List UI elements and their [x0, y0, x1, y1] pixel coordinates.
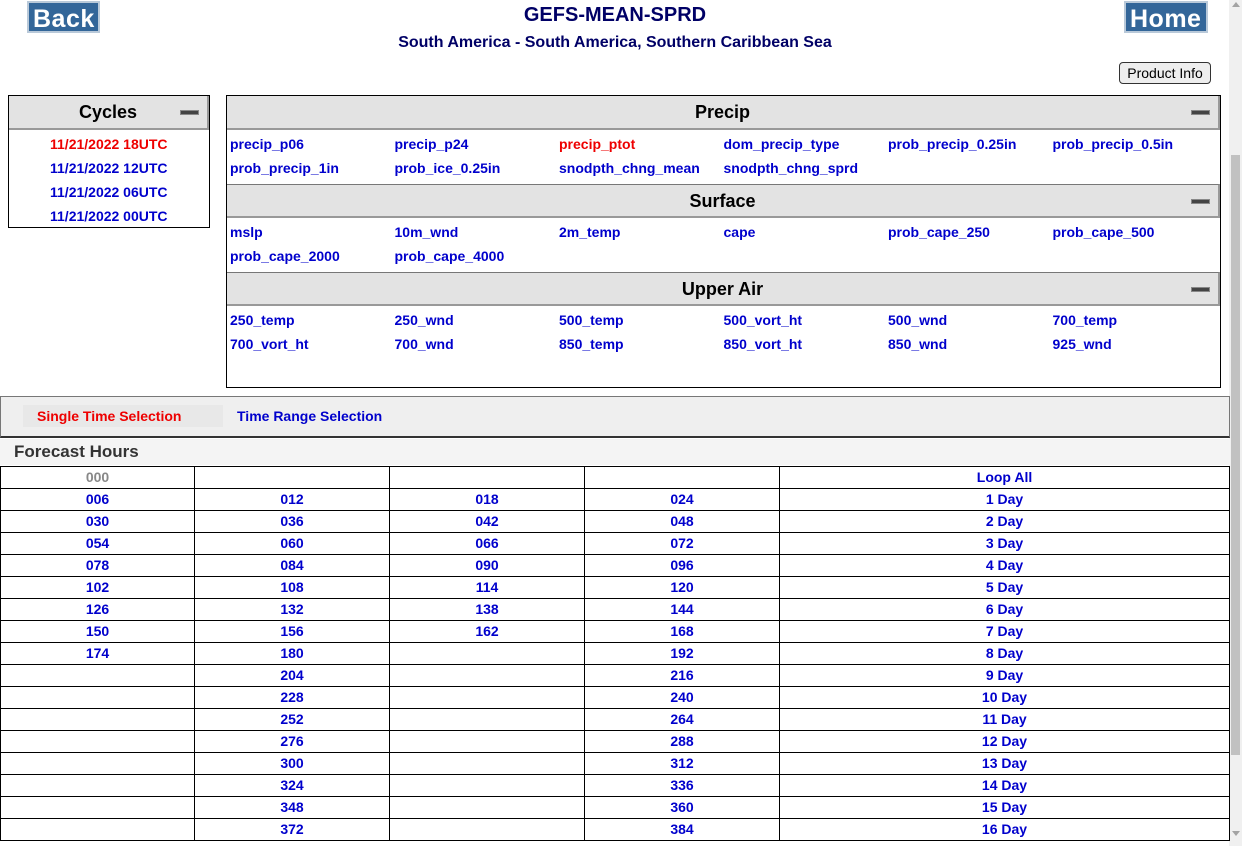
forecast-hour-cell[interactable]: 348 — [195, 797, 390, 819]
product-link[interactable]: 250_temp — [230, 312, 295, 328]
product-link[interactable]: precip_p06 — [230, 136, 304, 152]
forecast-hour-cell[interactable]: 174 — [1, 643, 195, 665]
loop-cell[interactable]: 8 Day — [780, 643, 1230, 665]
cycles-title: Cycles — [78, 102, 138, 122]
forecast-hour-cell: 000 — [1, 467, 195, 489]
loop-cell[interactable]: 1 Day — [780, 489, 1230, 511]
table-row — [1, 753, 1230, 775]
table-row — [1, 687, 1230, 709]
forecast-hour-cell[interactable]: 030 — [1, 511, 195, 533]
forecast-hour-cell[interactable]: 228 — [195, 687, 390, 709]
loop-cell[interactable]: 3 Day — [780, 533, 1230, 555]
product-link[interactable]: 500_vort_ht — [723, 312, 803, 328]
forecast-hour-cell[interactable]: 252 — [195, 709, 390, 731]
forecast-hour-cell[interactable]: 102 — [1, 577, 195, 599]
forecast-hour-cell[interactable]: 192 — [585, 643, 780, 665]
collapse-icon[interactable] — [1191, 199, 1210, 204]
forecast-hour-cell — [585, 467, 780, 489]
forecast-hour-cell[interactable]: 072 — [585, 533, 780, 555]
forecast-hour-cell[interactable]: 066 — [390, 533, 585, 555]
loop-cell[interactable]: 13 Day — [780, 753, 1230, 775]
loop-cell[interactable]: 5 Day — [780, 577, 1230, 599]
forecast-hour-cell[interactable]: 078 — [1, 555, 195, 577]
product-link[interactable]: 500_temp — [559, 312, 624, 328]
product-link[interactable]: precip_ptot — [559, 136, 636, 152]
product-info-button[interactable]: Product Info — [1119, 62, 1211, 84]
loop-cell[interactable]: 6 Day — [780, 599, 1230, 621]
forecast-hour-cell[interactable]: 168 — [585, 621, 780, 643]
section-header-precip — [227, 96, 1220, 130]
forecast-hour-cell — [1, 819, 195, 841]
table-row — [1, 599, 1230, 621]
product-link[interactable]: 850_wnd — [888, 336, 948, 352]
forecast-hour-cell[interactable]: 144 — [585, 599, 780, 621]
forecast-hour-cell[interactable]: 060 — [195, 533, 390, 555]
forecast-hour-cell[interactable]: 084 — [195, 555, 390, 577]
product-link[interactable]: precip_p24 — [394, 136, 469, 152]
forecast-hour-cell[interactable]: 120 — [585, 577, 780, 599]
loop-cell[interactable]: 10 Day — [780, 687, 1230, 709]
forecast-hour-cell[interactable]: 126 — [1, 599, 195, 621]
product-link[interactable]: prob_precip_0.25in — [888, 136, 1017, 152]
cycle-item[interactable]: 11/21/2022 00UTC — [50, 208, 168, 224]
table-row — [1, 555, 1230, 577]
forecast-hour-cell[interactable]: 090 — [390, 555, 585, 577]
table-row — [1, 775, 1230, 797]
loop-cell[interactable]: 2 Day — [780, 511, 1230, 533]
product-link[interactable]: 850_vort_ht — [723, 336, 803, 352]
forecast-hour-cell[interactable]: 336 — [585, 775, 780, 797]
section-title: Precip — [694, 102, 751, 122]
loop-cell[interactable]: 15 Day — [780, 797, 1230, 819]
section-header-surface — [227, 184, 1220, 218]
forecast-hours-table — [0, 466, 1230, 841]
forecast-hour-cell — [390, 797, 585, 819]
forecast-hour-cell[interactable]: 006 — [1, 489, 195, 511]
forecast-hour-cell[interactable]: 054 — [1, 533, 195, 555]
product-link[interactable]: 2m_temp — [559, 224, 621, 240]
product-link[interactable]: mslp — [230, 224, 263, 240]
table-row — [1, 797, 1230, 819]
back-button[interactable]: Back — [27, 1, 100, 33]
loop-cell[interactable]: 11 Day — [780, 709, 1230, 731]
table-row — [1, 489, 1230, 511]
cycle-item[interactable]: 11/21/2022 06UTC — [50, 184, 168, 200]
forecast-hour-cell — [390, 819, 585, 841]
scroll-thumb[interactable] — [1231, 155, 1240, 755]
product-link[interactable]: 700_temp — [1052, 312, 1118, 328]
forecast-hour-cell[interactable]: 288 — [585, 731, 780, 753]
products-panel — [226, 95, 1221, 388]
forecast-hour-cell[interactable]: 276 — [195, 731, 390, 753]
table-row — [1, 665, 1230, 687]
forecast-hour-cell — [1, 775, 195, 797]
product-link[interactable]: 700_vort_ht — [230, 336, 309, 352]
forecast-hour-cell[interactable]: 384 — [585, 819, 780, 841]
scroll-down-arrow-icon[interactable] — [1232, 831, 1240, 836]
time-range-selection-tab[interactable]: Time Range Selection — [237, 408, 383, 424]
product-link[interactable]: snodpth_chng_sprd — [723, 160, 859, 176]
table-row — [1, 467, 1230, 489]
table-row — [1, 709, 1230, 731]
table-row — [1, 819, 1230, 841]
table-row — [1, 533, 1230, 555]
scroll-up-arrow-icon[interactable] — [1232, 2, 1240, 7]
forecast-hour-cell[interactable]: 048 — [585, 511, 780, 533]
product-link[interactable]: 925_wnd — [1052, 336, 1112, 352]
forecast-hour-cell[interactable]: 042 — [390, 511, 585, 533]
product-grid — [227, 218, 1220, 272]
loop-cell[interactable]: 12 Day — [780, 731, 1230, 753]
forecast-hour-cell — [195, 467, 390, 489]
forecast-hour-cell[interactable]: 300 — [195, 753, 390, 775]
forecast-hour-cell[interactable]: 324 — [195, 775, 390, 797]
forecast-hour-cell — [390, 467, 585, 489]
cycle-list — [9, 130, 209, 228]
collapse-icon[interactable] — [1191, 110, 1210, 115]
forecast-hour-cell[interactable]: 156 — [195, 621, 390, 643]
section-title: Upper Air — [681, 279, 764, 299]
cycle-item[interactable]: 11/21/2022 12UTC — [50, 160, 168, 176]
product-link[interactable]: dom_precip_type — [723, 136, 840, 152]
product-link[interactable]: prob_precip_0.5in — [1052, 136, 1174, 152]
forecast-hour-cell[interactable]: 180 — [195, 643, 390, 665]
loop-cell[interactable]: 7 Day — [780, 621, 1230, 643]
cycles-header — [9, 96, 209, 130]
forecast-hour-cell[interactable]: 096 — [585, 555, 780, 577]
home-button[interactable]: Home — [1124, 1, 1208, 33]
loop-cell[interactable]: 9 Day — [780, 665, 1230, 687]
table-row — [1, 731, 1230, 753]
forecast-hour-cell — [390, 709, 585, 731]
forecast-hour-cell — [390, 643, 585, 665]
forecast-hour-cell[interactable]: 114 — [390, 577, 585, 599]
collapse-icon[interactable] — [1191, 287, 1210, 292]
table-row — [1, 643, 1230, 665]
forecast-hour-cell[interactable]: 132 — [195, 599, 390, 621]
product-grid — [227, 130, 1220, 184]
forecast-hour-cell — [1, 753, 195, 775]
product-link[interactable]: 250_wnd — [394, 312, 454, 328]
forecast-hour-cell[interactable]: 036 — [195, 511, 390, 533]
forecast-hour-cell[interactable]: 024 — [585, 489, 780, 511]
forecast-hour-cell — [1, 709, 195, 731]
forecast-hour-cell[interactable]: 264 — [585, 709, 780, 731]
vertical-scrollbar[interactable] — [1229, 0, 1242, 846]
product-link[interactable]: cape — [723, 224, 756, 240]
forecast-hour-cell[interactable]: 018 — [390, 489, 585, 511]
forecast-hour-cell — [1, 797, 195, 819]
forecast-hour-cell[interactable]: 216 — [585, 665, 780, 687]
forecast-hour-cell — [390, 687, 585, 709]
time-selection-bar — [0, 396, 1230, 438]
table-row — [1, 577, 1230, 599]
product-link[interactable]: prob_cape_250 — [888, 224, 990, 240]
loop-cell[interactable]: 14 Day — [780, 775, 1230, 797]
product-link[interactable]: prob_cape_4000 — [394, 248, 505, 264]
forecast-hours-title: Forecast Hours — [0, 439, 1230, 465]
forecast-hour-cell[interactable]: 360 — [585, 797, 780, 819]
forecast-hour-cell — [390, 731, 585, 753]
collapse-icon[interactable] — [180, 110, 199, 115]
forecast-hour-cell[interactable]: 312 — [585, 753, 780, 775]
loop-cell[interactable]: 4 Day — [780, 555, 1230, 577]
forecast-hour-cell — [1, 665, 195, 687]
product-grid — [227, 306, 1220, 360]
table-row — [1, 511, 1230, 533]
cycles-panel — [8, 95, 210, 228]
product-link[interactable]: prob_precip_1in — [230, 160, 339, 176]
forecast-hour-cell — [1, 687, 195, 709]
table-row — [1, 621, 1230, 643]
forecast-hour-cell[interactable]: 150 — [1, 621, 195, 643]
forecast-hour-cell[interactable]: 108 — [195, 577, 390, 599]
forecast-hour-cell[interactable]: 372 — [195, 819, 390, 841]
loop-cell[interactable]: Loop All — [780, 467, 1230, 489]
page-subtitle: South America - South America, Southern Caribbean Sea — [398, 34, 832, 51]
forecast-hour-cell — [1, 731, 195, 753]
product-link[interactable]: prob_ice_0.25in — [394, 160, 501, 176]
section-header-upper-air — [227, 272, 1220, 306]
forecast-hour-cell[interactable]: 240 — [585, 687, 780, 709]
product-link[interactable]: 700_wnd — [394, 336, 454, 352]
product-link[interactable]: prob_cape_500 — [1052, 224, 1155, 240]
section-title: Surface — [689, 191, 756, 211]
page-title: GEFS-MEAN-SPRD — [523, 4, 707, 26]
loop-cell[interactable]: 16 Day — [780, 819, 1230, 841]
single-time-selection-tab[interactable]: Single Time Selection — [23, 405, 223, 427]
forecast-hour-cell[interactable]: 162 — [390, 621, 585, 643]
product-link[interactable]: 500_wnd — [888, 312, 948, 328]
cycle-item[interactable]: 11/21/2022 18UTC — [50, 136, 168, 152]
forecast-hour-cell — [390, 775, 585, 797]
product-link[interactable]: prob_cape_2000 — [230, 248, 340, 264]
product-link[interactable]: 10m_wnd — [394, 224, 459, 240]
product-link[interactable]: snodpth_chng_mean — [559, 160, 700, 176]
forecast-hour-cell[interactable]: 138 — [390, 599, 585, 621]
forecast-hour-cell — [390, 753, 585, 775]
product-link[interactable]: 850_temp — [559, 336, 624, 352]
forecast-hour-cell[interactable]: 012 — [195, 489, 390, 511]
forecast-hour-cell — [390, 665, 585, 687]
forecast-hour-cell[interactable]: 204 — [195, 665, 390, 687]
